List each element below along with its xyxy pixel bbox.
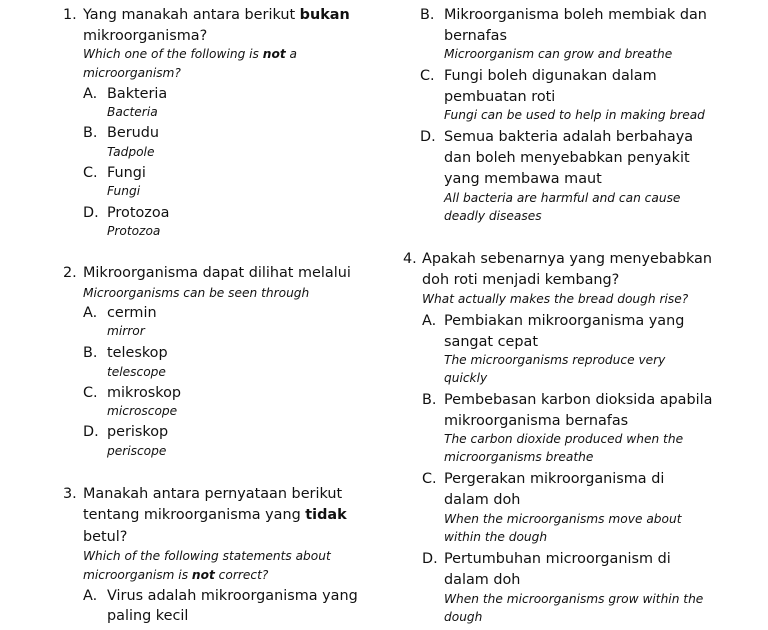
option-translation: The carbon dioxide produced when the: [444, 432, 684, 446]
option-text: mikroskop: [107, 385, 182, 401]
question-translation-line: microorganism is not correct?: [83, 568, 269, 582]
option-text: Virus adalah mikroorganisma yang: [107, 588, 358, 604]
option-translation: Protozoa: [107, 224, 161, 238]
question-stem-line: mikroorganisma?: [83, 28, 208, 44]
option-text-line: dalam doh: [444, 572, 521, 588]
option-letter: D.: [83, 205, 99, 221]
question-translation: Which of the following statements about: [83, 549, 331, 563]
question-stem-line: tentang mikroorganisma yang tidak: [83, 507, 347, 523]
option-text-line: dalam doh: [444, 492, 521, 508]
question-translation: Microorganisms can be seen through: [83, 286, 310, 300]
option-letter: C.: [422, 471, 437, 487]
option-text-line: dan boleh menyebabkan penyakit: [444, 150, 690, 166]
option-text: Pergerakan mikroorganisma di: [444, 471, 665, 487]
option-text-line: mikroorganisma bernafas: [444, 413, 629, 429]
question-stem: Apakah sebenarnya yang menyebabkan: [422, 251, 712, 267]
option-translation: microscope: [107, 404, 178, 418]
emphasis-word: tidak: [305, 507, 347, 523]
option-text: Pembiakan mikroorganisma yang: [444, 313, 685, 329]
question-stem: Yang manakah antara berikut bukan: [83, 7, 350, 23]
option-text-line: paling kecil: [107, 608, 189, 624]
option-translation-line: deadly diseases: [444, 209, 542, 223]
option-text-line: pembuatan roti: [444, 89, 556, 105]
option-translation: Fungi: [107, 184, 141, 198]
question-number: 3.: [63, 486, 77, 502]
option-text: Bakteria: [107, 86, 168, 102]
option-translation: When the microorganisms grow within the: [444, 592, 704, 606]
option-translation: Microorganism can grow and breathe: [444, 47, 673, 61]
option-translation: All bacteria are harmful and can cause: [444, 191, 681, 205]
option-translation-line: within the dough: [444, 530, 548, 544]
option-text: Protozoa: [107, 205, 170, 221]
option-text: Pertumbuhan microorganism di: [444, 551, 671, 567]
option-text: cermin: [107, 305, 157, 321]
option-letter: B.: [83, 345, 98, 361]
option-letter: B.: [422, 392, 437, 408]
option-letter: D.: [422, 551, 438, 567]
question-translation: Which one of the following is not a: [83, 47, 298, 61]
question-translation-line: microorganism?: [83, 66, 181, 80]
option-translation: periscope: [107, 444, 167, 458]
option-translation: The microorganisms reproduce very: [444, 353, 666, 367]
option-text: periskop: [107, 424, 169, 440]
option-translation: Bacteria: [107, 105, 158, 119]
question-number: 1.: [63, 7, 77, 23]
option-letter: C.: [83, 385, 98, 401]
option-text: Pembebasan karbon dioksida apabila: [444, 392, 713, 408]
option-translation: When the microorganisms move about: [444, 512, 682, 526]
option-text-line: yang membawa maut: [444, 171, 602, 187]
option-letter: A.: [83, 86, 98, 102]
option-translation: Fungi can be used to help in making bread: [444, 108, 705, 122]
option-letter: A.: [422, 313, 437, 329]
option-letter: B.: [420, 7, 435, 23]
option-letter: A.: [83, 588, 98, 604]
option-letter: A.: [83, 305, 98, 321]
option-translation: Tadpole: [107, 145, 155, 159]
option-text: Semua bakteria adalah berbahaya: [444, 129, 694, 145]
option-letter: D.: [420, 129, 436, 145]
question-stem-line: doh roti menjadi kembang?: [422, 272, 620, 288]
option-translation: telescope: [107, 365, 166, 379]
option-translation: mirror: [107, 324, 145, 338]
option-letter: C.: [83, 165, 98, 181]
option-text-line: bernafas: [444, 28, 507, 44]
option-translation-line: dough: [444, 610, 483, 624]
option-letter: B.: [83, 125, 98, 141]
question-stem: Mikroorganisma dapat dilihat melalui: [83, 265, 351, 281]
option-letter: D.: [83, 424, 99, 440]
option-text: Berudu: [107, 125, 160, 141]
option-text-line: sangat cepat: [444, 334, 538, 350]
question-number: 2.: [63, 265, 77, 281]
emphasis-word: bukan: [299, 7, 350, 23]
question-stem: Manakah antara pernyataan berikut: [83, 486, 343, 502]
question-translation: What actually makes the bread dough rise?: [422, 292, 689, 306]
question-stem-line: betul?: [83, 529, 128, 545]
option-text: Mikroorganisma boleh membiak dan: [444, 7, 707, 23]
option-translation-line: microorganisms breathe: [444, 450, 594, 464]
question-number: 4.: [403, 251, 417, 267]
option-text: teleskop: [107, 345, 168, 361]
option-letter: C.: [420, 68, 435, 84]
option-text: Fungi boleh digunakan dalam: [444, 68, 657, 84]
option-translation-line: quickly: [444, 371, 488, 385]
option-text: Fungi: [107, 165, 146, 181]
